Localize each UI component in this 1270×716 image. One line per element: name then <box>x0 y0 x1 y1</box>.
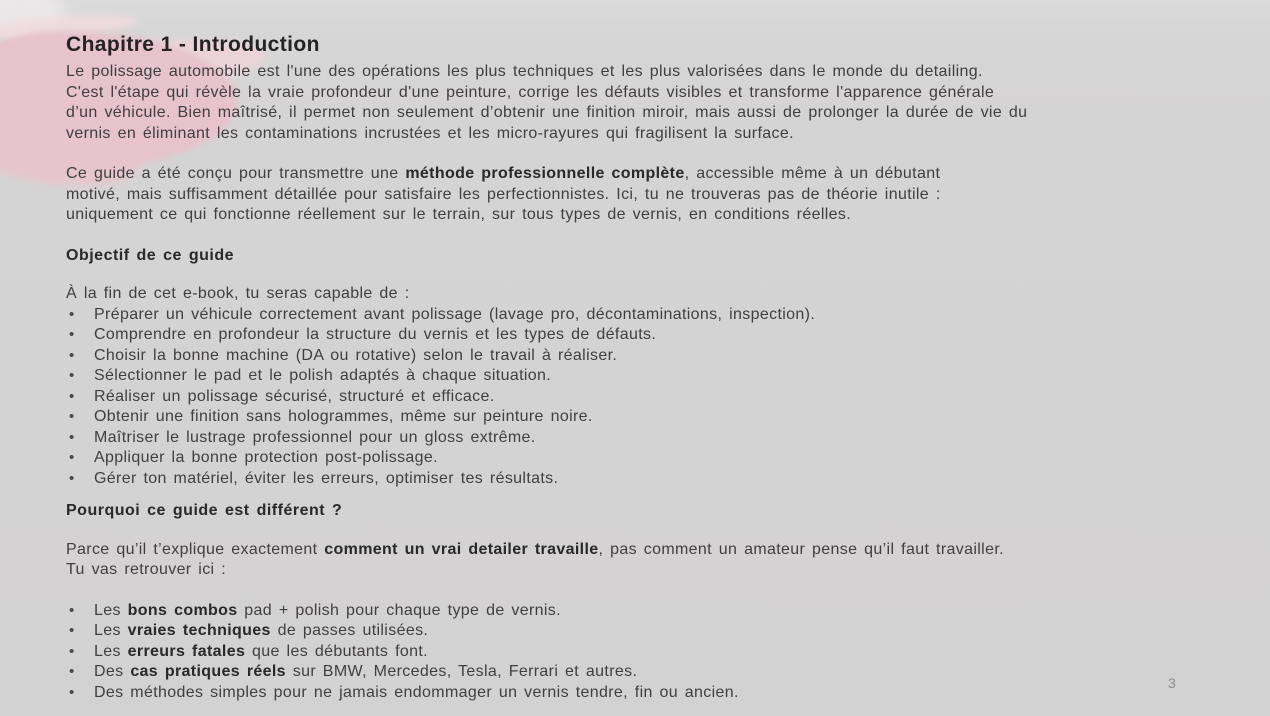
bold-text-segment: vraies techniques <box>127 622 271 639</box>
paragraph <box>66 284 1216 305</box>
text-line <box>66 83 1216 104</box>
bold-text-segment: bons combos <box>127 601 238 619</box>
text-segment: pad + polish pour chaque type de vernis. <box>237 601 561 619</box>
text-segment: Maîtriser le lustrage professionnel pour un gloss extrême. <box>94 428 536 446</box>
bullet-item <box>66 662 1216 683</box>
text-segment: Comprendre en profondeur la structure du vernis et les types de défauts. <box>94 326 657 343</box>
text-segment: uniquement ce qui fonctionne réellement sur le terrain, sur tous types de vernis, en conditions réelles. <box>66 206 852 223</box>
text-segment: Des <box>94 663 131 680</box>
text-line <box>66 164 1216 185</box>
text-segment: que les débutants font. <box>245 642 428 660</box>
bullet-item <box>66 346 1216 367</box>
paragraph <box>66 62 1216 144</box>
paragraph <box>66 164 1216 226</box>
text-segment: Le polissage automobile est l'une des opérations les plus techniques et les plus valorisées dans le monde du detailing. <box>66 63 983 80</box>
section-heading: Pourquoi ce guide est différent ? <box>66 502 343 519</box>
text-line <box>66 185 1216 206</box>
text-segment: Préparer un véhicule correctement avant polissage (lavage pro, décontaminations, inspection). <box>94 305 816 323</box>
text-line <box>66 560 1216 581</box>
text-line <box>66 62 1216 83</box>
text-segment: Tu vas retrouver ici : <box>66 561 227 578</box>
bullet-item <box>66 642 1216 663</box>
text-segment: Appliquer la bonne protection post-polissage. <box>94 449 438 466</box>
bullet-item <box>66 325 1216 346</box>
bold-text-segment: comment un vrai detailer travaille <box>324 540 599 558</box>
text-segment: À la fin de cet e-book, tu seras capable de : <box>66 285 410 302</box>
paragraph <box>66 540 1216 581</box>
bullet-item <box>66 601 1216 622</box>
text-segment: sur BMW, Mercedes, Tesla, Ferrari et autres. <box>285 663 638 680</box>
bullet-item <box>66 469 1216 490</box>
text-segment: Les <box>94 622 128 639</box>
text-segment: d’un véhicule. Bien maîtrisé, il permet non seulement d’obtenir une finition miroir, mais aussi de prolonger la durée de vie du <box>66 104 1028 121</box>
text-segment: de passes utilisées. <box>270 622 429 639</box>
bullet-item <box>66 387 1216 408</box>
text-segment: Réaliser un polissage sécurisé, structuré et efficace. <box>94 387 495 405</box>
bold-text-segment: cas pratiques réels <box>130 663 286 680</box>
text-line <box>66 124 1216 145</box>
bold-text-segment: méthode professionnelle complète <box>405 165 685 182</box>
text-segment: Parce qu’il t’explique exactement <box>66 540 325 558</box>
text-segment: C'est l'étape qui révèle la vraie profondeur d'une peinture, corrige les défauts visibles et transforme l'apparence générale <box>66 83 995 101</box>
chapter-title: Chapitre 1 - Introduction <box>66 33 320 57</box>
text-line <box>66 540 1216 561</box>
text-segment: Les <box>94 601 128 619</box>
text-segment: , accessible même à un débutant <box>684 165 941 182</box>
text-segment: , pas comment un amateur pense qu’il faut travailler. <box>598 540 1004 558</box>
text-segment: Des méthodes simples pour ne jamais endommager un vernis tendre, fin ou ancien. <box>94 683 739 701</box>
document-body <box>66 62 1216 715</box>
bullet-item <box>66 621 1216 642</box>
bullet-list <box>66 601 1216 704</box>
page-number: 3 <box>1168 675 1176 691</box>
bullet-item <box>66 407 1216 428</box>
bullet-item <box>66 448 1216 469</box>
text-segment: Choisir la bonne machine (DA ou rotative) selon le travail à réaliser. <box>94 346 618 364</box>
section-heading: Objectif de ce guide <box>66 246 235 264</box>
bullet-item <box>66 683 1216 704</box>
bullet-item <box>66 428 1216 449</box>
text-line <box>66 205 1216 226</box>
text-line <box>66 284 1216 305</box>
bold-text-segment: erreurs fatales <box>127 642 246 660</box>
text-segment: Gérer ton matériel, éviter les erreurs, optimiser tes résultats. <box>94 469 559 487</box>
bullet-list <box>66 305 1216 490</box>
text-segment: motivé, mais suffisamment détaillée pour satisfaire les perfectionnistes. Ici, tu ne trouveras pas de théorie inutile : <box>66 185 941 203</box>
text-segment: Sélectionner le pad et le polish adaptés à chaque situation. <box>94 367 552 384</box>
text-segment: Les <box>94 642 128 660</box>
text-segment: vernis en éliminant les contaminations incrustées et les micro-rayures qui fragilisent la surface. <box>66 124 794 142</box>
text-line <box>66 103 1216 124</box>
bullet-item <box>66 305 1216 326</box>
bullet-item <box>66 366 1216 387</box>
text-segment: Obtenir une finition sans hologrammes, même sur peinture noire. <box>94 408 593 425</box>
text-segment: Ce guide a été conçu pour transmettre une <box>66 165 406 182</box>
